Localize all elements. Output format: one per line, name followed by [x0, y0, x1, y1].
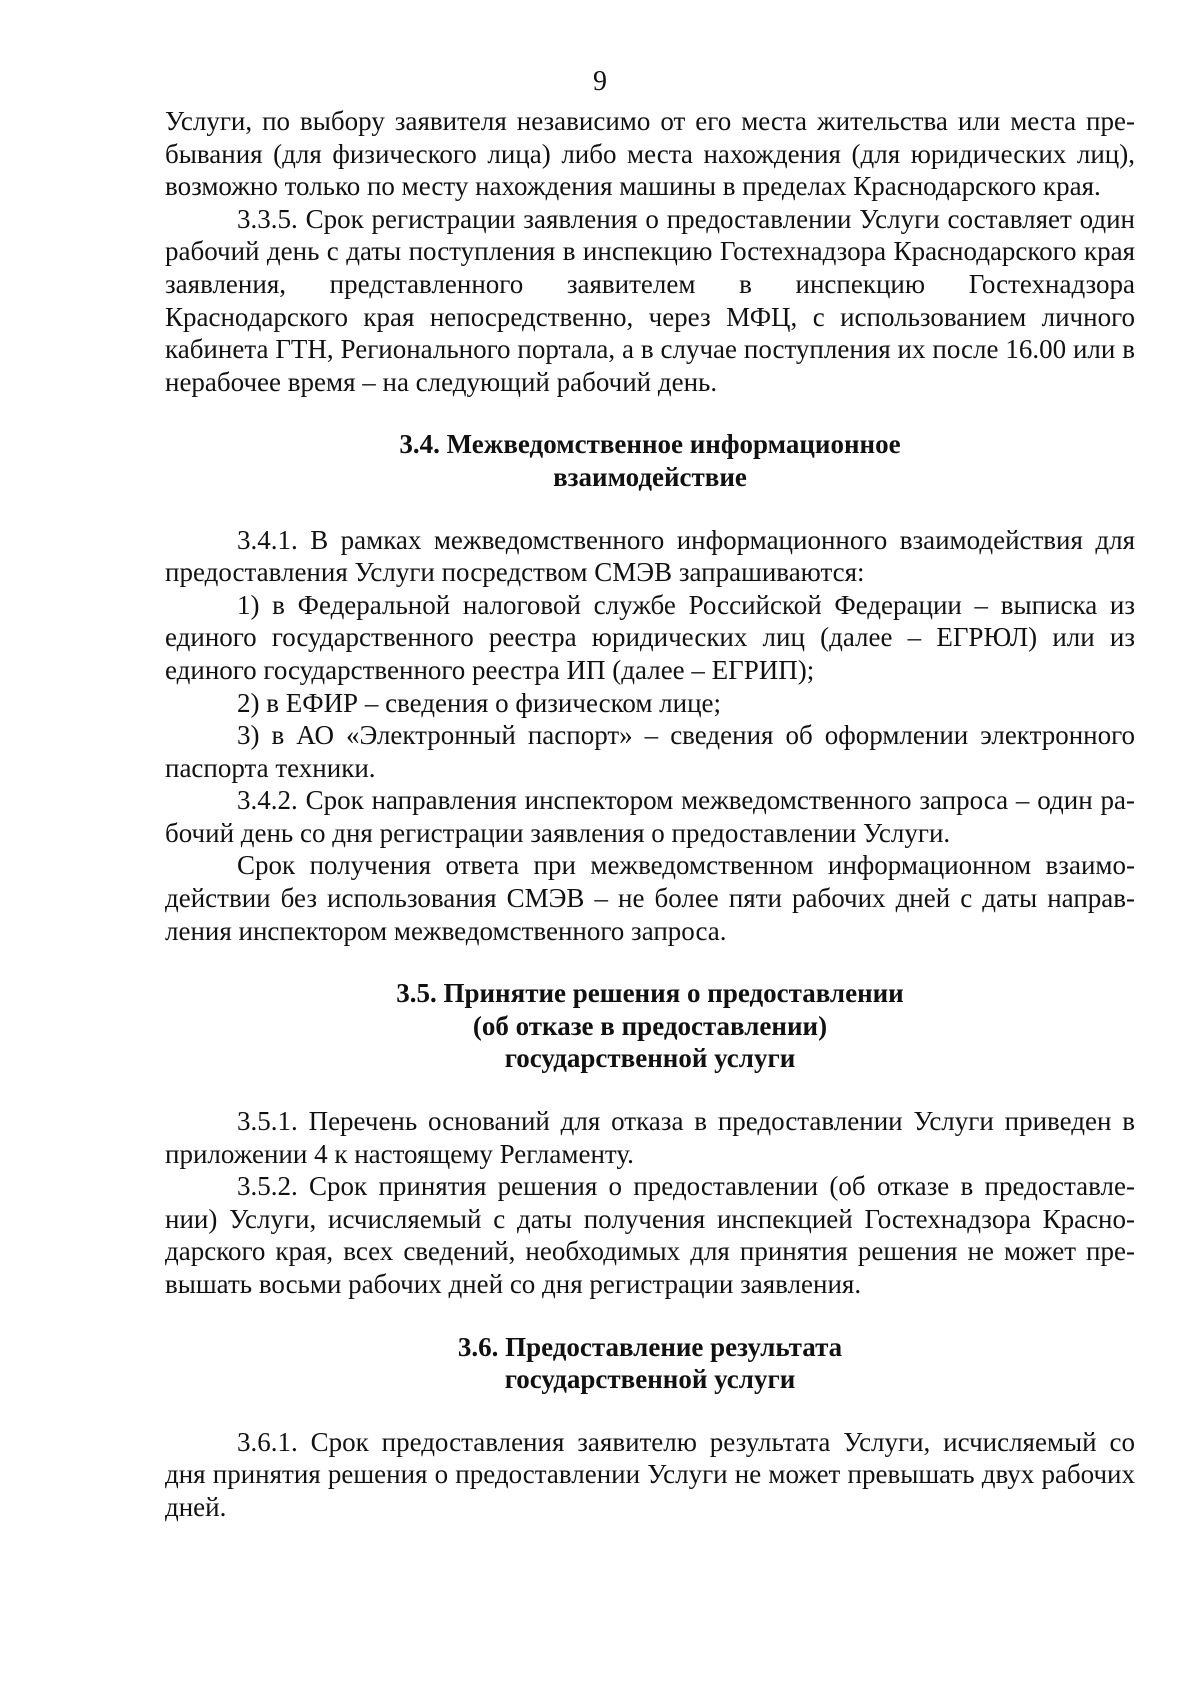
section-heading-3-6-line-1: 3.6. Предоставление результата	[457, 1331, 843, 1362]
paragraph-response-term: Срок получения ответа при межведомственном информационном взаимодействии без использования СМЭВ – не более пяти рабочих дней с даты направления инспектором межведомственного запроса.	[165, 850, 1135, 946]
spacer	[165, 1396, 1135, 1426]
paragraph-3-5-2: 3.5.2. Срок принятия решения о предоставлении (об отказе в предоставлении) Услуги, исчисляемый с даты получения инспекцией Гостехнадзора Краснодарского края, всех сведений, необходимых для принятия решения не может превышать восьми рабочих дней со дня регистрации заявления.	[165, 1171, 1135, 1299]
paragraph-3-6-1: 3.6.1. Срок предоставления заявителю результата Услуги, исчисляемый со дня принятия решения о предоставлении Услуги не может превышать двух рабочих дней.	[165, 1426, 1135, 1522]
list-item-1: 1) в Федеральной налоговой службе Российской Федерации – выписка из единого государственного реестра юридических лиц (далее – ЕГРЮЛ) или из единого государственного реестра ИП (далее – ЕГРИП);	[165, 589, 1135, 685]
section-heading-3-5-line-3: государственной услуги	[504, 1043, 796, 1074]
paragraph-3-4-1: 3.4.1. В рамках межведомственного информационного взаимодействия для предоставления Услуги посредством СМЭВ запрашиваются:	[165, 524, 1135, 588]
spacer	[165, 398, 1135, 428]
list-item-2: 2) в ЕФИР – сведения о физическом лице;	[237, 687, 722, 718]
section-heading-3-5-line-2: (об отказе в предоставлении)	[472, 1010, 828, 1041]
document-body	[165, 105, 1135, 1524]
paragraph-3-5-1: 3.5.1. Перечень оснований для отказа в предоставлении Услуги приведен в приложении 4 к настоящему Регламенту.	[165, 1106, 1135, 1169]
spacer	[165, 1075, 1135, 1105]
paragraph-3-3-5: 3.3.5. Срок регистрации заявления о предоставлении Услуги составляет один рабочий день с даты поступления в инспекцию Гостехнадзора Краснодарского края заявления, представленного заявителем в инспекцию Гостехнадзора Краснодарского края непосредственно, через МФЦ, с использованием личного кабинета ГТН, Регионального портала, а в случае поступления их после 16.00 или в нерабочее время – на следующий рабочий день.	[165, 203, 1135, 397]
paragraph-continuation: Услуги, по выбору заявителя независимо от его места жительства или места пребывания (для физического лица) либо места нахождения (для юридических лиц), возможно только по месту нахождения машины в пределах Краснодарского края.	[165, 106, 1135, 202]
paragraph-3-4-2: 3.4.2. Срок направления инспектором межведомственного запроса – один рабочий день со дня регистрации заявления о предоставлении Услуги.	[165, 785, 1135, 848]
page-number: 9	[593, 66, 607, 97]
spacer	[165, 947, 1135, 977]
section-heading-3-6	[165, 1331, 1135, 1396]
section-heading-3-4-line-2: взаимодействие	[553, 461, 747, 492]
spacer	[165, 1301, 1135, 1331]
list-item-3: 3) в АО «Электронный паспорт» – сведения об оформлении электронного паспорта техники.	[165, 720, 1135, 783]
section-heading-3-6-line-2: государственной услуги	[504, 1364, 796, 1395]
section-heading-3-4-line-1: 3.4. Межведомственное информационное	[399, 429, 901, 460]
section-heading-3-5-line-1: 3.5. Принятие решения о предоставлении	[396, 978, 904, 1009]
section-heading-3-5	[165, 977, 1135, 1075]
section-heading-3-4	[165, 428, 1135, 493]
spacer	[165, 494, 1135, 524]
